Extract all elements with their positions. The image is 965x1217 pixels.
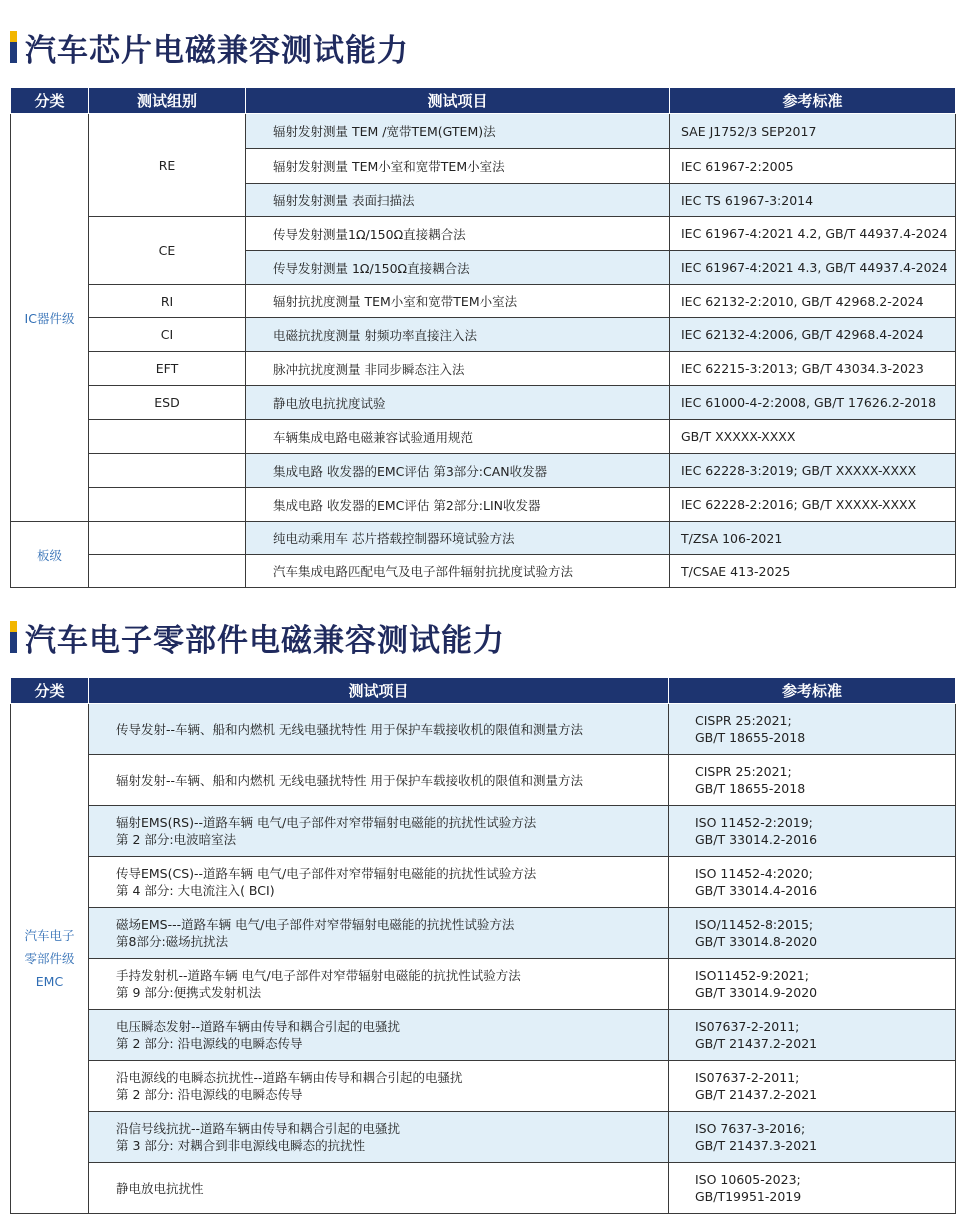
section2-title-text: 汽车电子零部件电磁兼容测试能力 <box>25 622 505 659</box>
test-item: 传导EMS(CS)--道路车辆 电气/电子部件对窄带辐射电磁能的抗扰性试验方法 第 4 部分: 大电流注入( BCI) <box>89 857 669 908</box>
table-row <box>11 1010 956 1061</box>
test-item: 汽车集成电路匹配电气及电子部件辐射抗扰度试验方法 <box>246 555 670 588</box>
header-reference-standard: 参考标准 <box>669 678 956 704</box>
test-item: 静电放电抗扰度试验 <box>246 386 670 420</box>
table-row <box>11 704 956 755</box>
reference-standard: CISPR 25:2021; GB/T 18655-2018 <box>669 755 956 806</box>
reference-standard: IEC 62228-2:2016; GB/T XXXXX-XXXX <box>670 488 956 522</box>
test-item: 传导发射测量1Ω/150Ω直接耦合法 <box>246 217 670 251</box>
reference-standard: IEC 62228-3:2019; GB/T XXXXX-XXXX <box>670 454 956 488</box>
ic-emc-table <box>10 87 956 588</box>
reference-standard: ISO 7637-3-2016; GB/T 21437.3-2021 <box>669 1112 956 1163</box>
table-row <box>11 908 956 959</box>
category-line: 汽车电子 <box>24 928 75 943</box>
test-item: 静电放电抗扰性 <box>89 1163 669 1214</box>
test-item: 磁场EMS---道路车辆 电气/电子部件对窄带辐射电磁能的抗扰性试验方法 第8部分:磁场抗扰法 <box>89 908 669 959</box>
test-item: 车辆集成电路电磁兼容试验通用规范 <box>246 420 670 454</box>
table-row <box>11 1163 956 1214</box>
reference-standard: IEC 62215-3:2013; GB/T 43034.3-2023 <box>670 352 956 386</box>
test-item: 辐射发射--车辆、船和内燃机 无线电骚扰特性 用于保护车载接收机的限值和测量方法 <box>89 755 669 806</box>
category-component-emc <box>11 704 89 1214</box>
reference-standard: GB/T XXXXX-XXXX <box>670 420 956 454</box>
test-item: 脉冲抗扰度测量 非同步瞬态注入法 <box>246 352 670 386</box>
reference-standard: T/ZSA 106-2021 <box>670 522 956 555</box>
table-row <box>11 318 956 352</box>
reference-standard: IEC 61000-4-2:2008, GB/T 17626.2-2018 <box>670 386 956 420</box>
table-row <box>11 454 956 488</box>
category-line: EMC <box>35 974 64 989</box>
reference-standard: ISO11452-9:2021; GB/T 33014.9-2020 <box>669 959 956 1010</box>
group-esd: ESD <box>89 386 246 420</box>
table-row <box>11 1061 956 1112</box>
test-item: 传导发射测量 1Ω/150Ω直接耦合法 <box>246 251 670 285</box>
reference-standard: IS07637-2-2011; GB/T 21437.2-2021 <box>669 1061 956 1112</box>
section1-title <box>10 27 409 67</box>
group-ri: RI <box>89 285 246 318</box>
table-row <box>11 755 956 806</box>
table-row <box>11 386 956 420</box>
reference-standard: ISO 11452-2:2019; GB/T 33014.2-2016 <box>669 806 956 857</box>
reference-standard: ISO 11452-4:2020; GB/T 33014.4-2016 <box>669 857 956 908</box>
title-accent-bar <box>10 31 17 63</box>
test-item: 辐射抗扰度测量 TEM小室和宽带TEM小室法 <box>246 285 670 318</box>
reference-standard: IS07637-2-2011; GB/T 21437.2-2021 <box>669 1010 956 1061</box>
test-item: 手持发射机--道路车辆 电气/电子部件对窄带辐射电磁能的抗扰性试验方法 第 9 部分:便携式发射机法 <box>89 959 669 1010</box>
group-empty <box>89 454 246 488</box>
test-item: 辐射发射测量 表面扫描法 <box>246 184 670 217</box>
reference-standard: IEC 62132-2:2010, GB/T 42968.2-2024 <box>670 285 956 318</box>
table-row <box>11 114 956 149</box>
table-row <box>11 1112 956 1163</box>
test-item: 辐射发射测量 TEM /宽带TEM(GTEM)法 <box>246 114 670 149</box>
reference-standard: IEC 61967-2:2005 <box>670 149 956 184</box>
title-accent-bar <box>10 621 17 653</box>
group-empty <box>89 555 246 588</box>
table-row <box>11 285 956 318</box>
table-header-row <box>11 678 956 704</box>
table-row <box>11 420 956 454</box>
group-eft: EFT <box>89 352 246 386</box>
section1-title-text: 汽车芯片电磁兼容测试能力 <box>25 32 409 69</box>
table-header-row <box>11 88 956 114</box>
reference-standard: CISPR 25:2021; GB/T 18655-2018 <box>669 704 956 755</box>
group-re: RE <box>89 114 246 217</box>
test-item: 电压瞬态发射--道路车辆由传导和耦合引起的电骚扰 第 2 部分: 沿电源线的电瞬态传导 <box>89 1010 669 1061</box>
table-row <box>11 959 956 1010</box>
test-item: 电磁抗扰度测量 射频功率直接注入法 <box>246 318 670 352</box>
reference-standard: IEC 61967-4:2021 4.3, GB/T 44937.4-2024 <box>670 251 956 285</box>
reference-standard: IEC TS 61967-3:2014 <box>670 184 956 217</box>
table-row <box>11 522 956 555</box>
reference-standard: SAE J1752/3 SEP2017 <box>670 114 956 149</box>
test-item: 沿信号线抗扰--道路车辆由传导和耦合引起的电骚扰 第 3 部分: 对耦合到非电源线电瞬态的抗扰性 <box>89 1112 669 1163</box>
table-row <box>11 488 956 522</box>
reference-standard: ISO/11452-8:2015; GB/T 33014.8-2020 <box>669 908 956 959</box>
test-item: 集成电路 收发器的EMC评估 第2部分:LIN收发器 <box>246 488 670 522</box>
header-reference-standard: 参考标准 <box>670 88 956 114</box>
test-item: 沿电源线的电瞬态抗扰性--道路车辆由传导和耦合引起的电骚扰 第 2 部分: 沿电源线的电瞬态传导 <box>89 1061 669 1112</box>
table-row <box>11 806 956 857</box>
group-empty <box>89 522 246 555</box>
reference-standard: T/CSAE 413-2025 <box>670 555 956 588</box>
category-board: 板级 <box>11 522 89 588</box>
test-item: 辐射发射测量 TEM小室和宽带TEM小室法 <box>246 149 670 184</box>
header-category: 分类 <box>11 88 89 114</box>
section2-title <box>10 617 505 657</box>
component-emc-table <box>10 677 956 1214</box>
category-line: 零部件级 <box>24 951 75 966</box>
header-test-item: 测试项目 <box>246 88 670 114</box>
table-row <box>11 352 956 386</box>
table-row <box>11 555 956 588</box>
header-category: 分类 <box>11 678 89 704</box>
group-ci: CI <box>89 318 246 352</box>
header-test-item: 测试项目 <box>89 678 669 704</box>
table-row <box>11 857 956 908</box>
table-row <box>11 217 956 251</box>
test-item: 传导发射--车辆、船和内燃机 无线电骚扰特性 用于保护车载接收机的限值和测量方法 <box>89 704 669 755</box>
reference-standard: IEC 61967-4:2021 4.2, GB/T 44937.4-2024 <box>670 217 956 251</box>
test-item: 辐射EMS(RS)--道路车辆 电气/电子部件对窄带辐射电磁能的抗扰性试验方法 第 2 部分:电波暗室法 <box>89 806 669 857</box>
test-item: 集成电路 收发器的EMC评估 第3部分:CAN收发器 <box>246 454 670 488</box>
header-test-group: 测试组别 <box>89 88 246 114</box>
reference-standard: ISO 10605-2023; GB/T19951-2019 <box>669 1163 956 1214</box>
group-empty <box>89 420 246 454</box>
group-ce: CE <box>89 217 246 285</box>
category-ic-device: IC器件级 <box>11 114 89 522</box>
test-item: 纯电动乘用车 芯片搭载控制器环境试验方法 <box>246 522 670 555</box>
group-empty <box>89 488 246 522</box>
reference-standard: IEC 62132-4:2006, GB/T 42968.4-2024 <box>670 318 956 352</box>
